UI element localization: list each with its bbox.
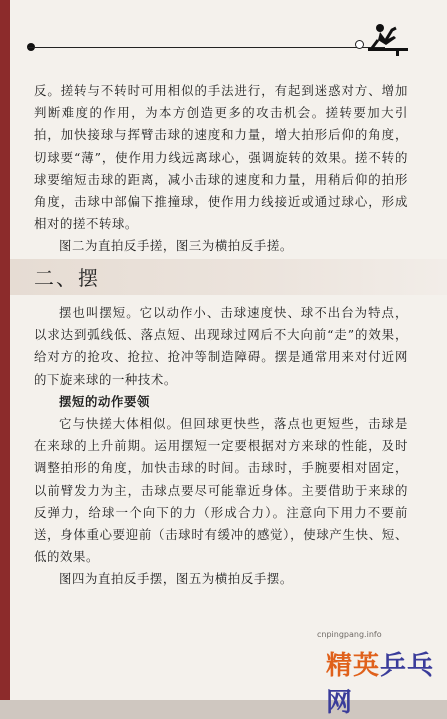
watermark-url: cnpingpang.info	[317, 630, 382, 639]
watermark-logo-part2: 乒乓网	[326, 651, 435, 718]
ping-pong-ball-icon	[355, 40, 364, 49]
paragraph: 它与快搓大体相似。但回球更快些，落点也更短些，击球是在来球的上升前期。运用摆短一定要根据对方来球的性能，及时调整拍形的角度，加快击球的时间。击球时，手腕要相对固定，以前臂发力为主，击球点要尽可能靠近身体。主要借助于来球的反弹力，给球一个向下的力（形成合力）。注意向下用力不要前送，身体重心要迎前（击球时有缓冲的感觉），使球产生快、短、低的效果。	[34, 416, 408, 565]
paragraph: 反。搓转与不转时可用相似的手法进行，有起到迷惑对方、增加判断难度的作用，为本方创造更多的攻击机会。搓转要加大引拍，加快接球与挥臂击球的速度和力量，增大拍形后仰的角度，切球要“薄”，使作用力线远离球心，强调旋转的效果。搓不转的球要缩短击球的距离，减小击球的速度和力量，用稍后仰的拍形角度，击球中部偏下推撞球，使作用力线接近或通过球心，形成相对的搓不转球。	[34, 83, 408, 232]
text-block-bottom	[34, 302, 408, 591]
paragraph: 图四为直拍反手摆，图五为横拍反手摆。	[59, 571, 293, 587]
sub-heading: 摆短的动作要领	[59, 393, 150, 409]
watermark-logo	[326, 645, 447, 719]
header-rule	[28, 47, 385, 48]
section-title: 二、摆	[34, 266, 100, 290]
watermark-logo-part1: 精英	[326, 651, 381, 681]
book-spine	[0, 0, 10, 700]
table-tennis-player-icon	[366, 22, 410, 56]
paragraph: 摆也叫摆短。它以动作小、击球速度快、球不出台为特点，以求达到弧线低、落点短、出现球过网后不大向前“走”的效果，给对方的抢攻、抢拉、抢冲等制造障碍。摆是通常用来对付近网的下旋来球的一种技术。	[34, 305, 408, 387]
text-block-top	[34, 80, 408, 258]
paragraph: 图二为直拍反手搓，图三为横拍反手搓。	[59, 238, 293, 254]
